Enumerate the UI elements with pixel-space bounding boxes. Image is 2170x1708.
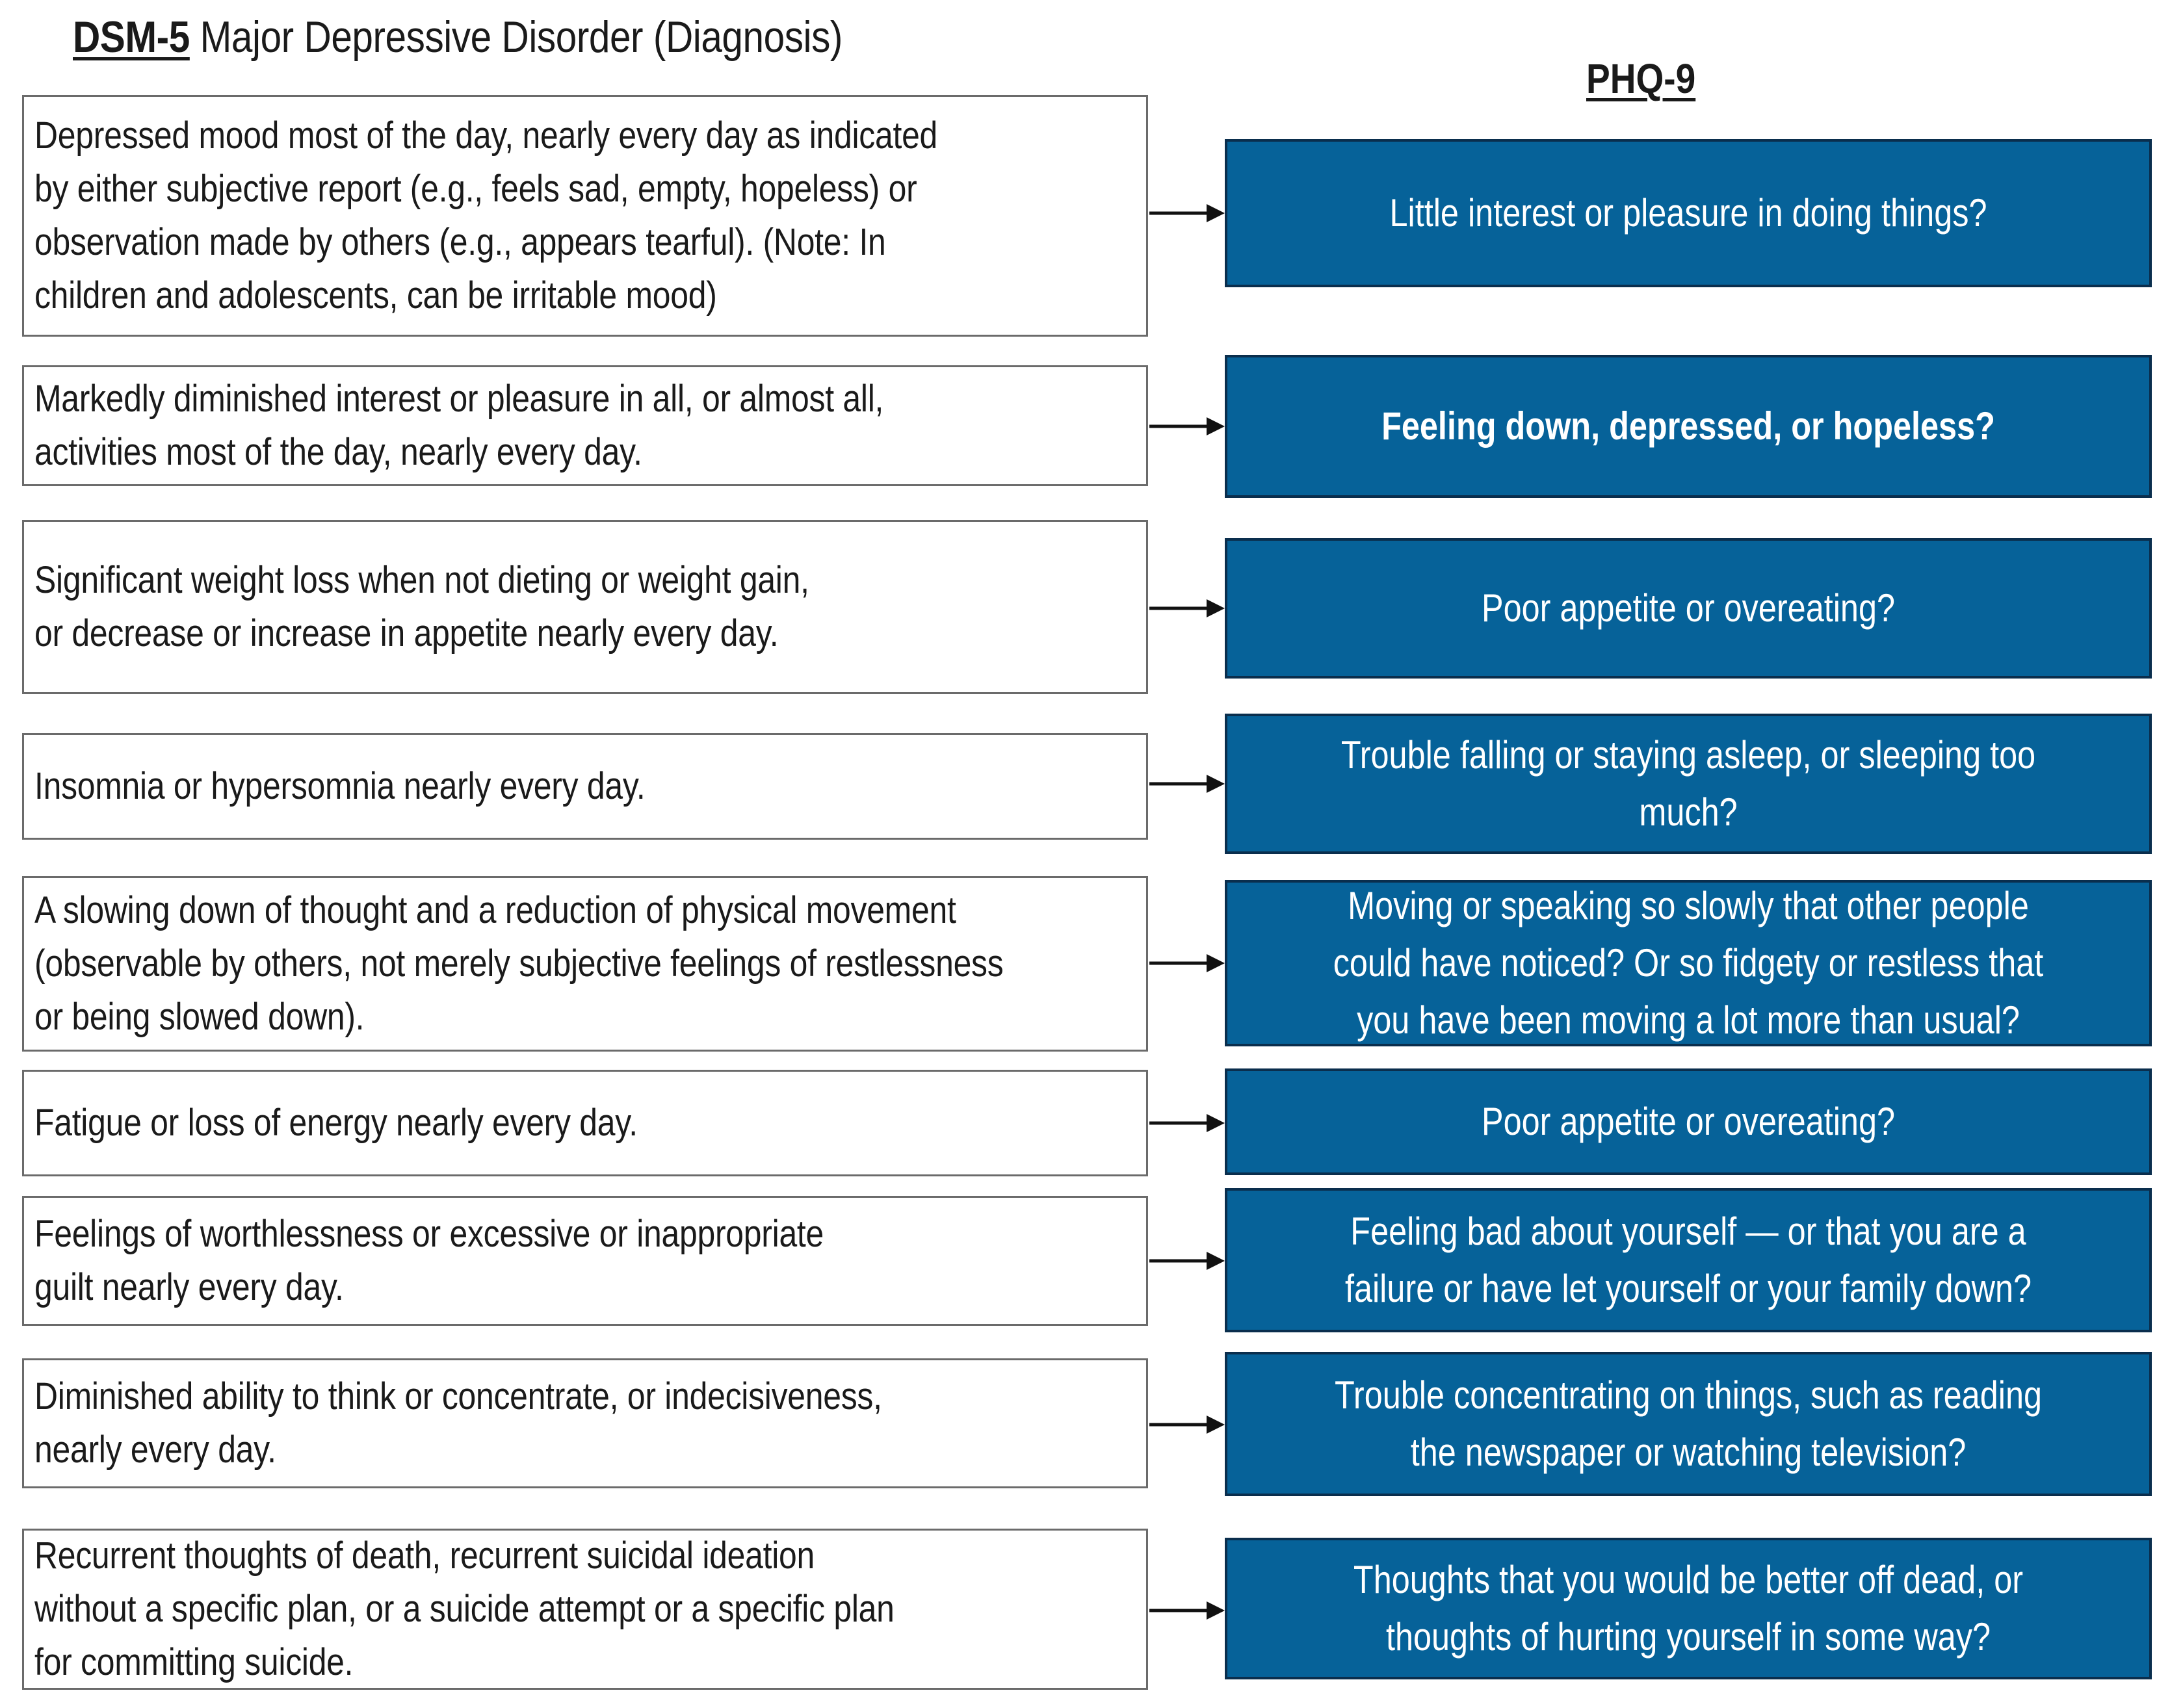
dsm-criterion-depressed-mood [22,95,1148,337]
dsm-criterion-weight-change [22,520,1148,694]
phq-item-text: Poor appetite or overeating? [1481,586,1896,630]
dsm-criterion-text: Significant weight loss when not dieting or weight gain, or decrease or increase in appetite nearly every day. [34,559,809,654]
phq-item-text: Thoughts that you would be better off dead, or thoughts of hurting yourself in some way? [1353,1558,2024,1659]
phq-item-text: Trouble falling or staying asleep, or sleeping too much? [1340,733,2036,834]
diagnosis-label: Major Depressive Disorder (Diagnosis) [189,12,843,62]
arrow-icon [1149,413,1225,439]
phq-item-text: Little interest or pleasure in doing things? [1389,191,1987,235]
phq-item-text: Feeling down, depressed, or hopeless? [1381,404,1995,448]
arrow-icon [1149,1598,1225,1624]
dsm-criterion-text: Insomnia or hypersomnia nearly every day. [34,765,646,807]
dsm-criterion-insomnia [22,733,1148,840]
dsm-criterion-psychomotor [22,876,1148,1052]
dsm-criterion-concentration [22,1358,1148,1488]
dsm-criterion-fatigue [22,1070,1148,1176]
phq-item-text: Poor appetite or overeating? [1481,1100,1896,1143]
arrow-icon [1149,771,1225,797]
dsm-criterion-suicidal-thoughts [22,1529,1148,1690]
phq-item-text: Feeling bad about yourself — or that you are a failure or have let yourself or your family down? [1344,1210,2032,1310]
phq-item-concentrating [1225,1352,2152,1496]
phq-item-appetite [1225,538,2152,679]
dsm-criterion-text: Recurrent thoughts of death, recurrent suicidal ideation without a specific plan, or a suicide attempt or a specific plan for committing suicide. [34,1534,895,1683]
phq-item-appetite-repeat [1225,1068,2152,1175]
phq-item-little-interest [1225,139,2152,287]
dsm-criterion-text: A slowing down of thought and a reduction of physical movement (observable by others, not merely subjective feelings of restlessness or being slowed down). [34,889,1004,1038]
phq-item-text: Trouble concentrating on things, such as reading the newspaper or watching television? [1334,1373,2043,1474]
dsm-criterion-worthlessness [22,1196,1148,1326]
phq9-title: PHQ-9 [1586,55,1696,102]
dsm-criterion-text: Fatigue or loss of energy nearly every day. [34,1102,638,1144]
dsm-criterion-text: Diminished ability to think or concentrate, or indecisiveness, nearly every day. [34,1375,882,1471]
phq-item-moving-speaking [1225,880,2152,1046]
arrow-icon [1149,1110,1225,1136]
diagram-title [73,12,843,62]
dsm-criterion-text: Markedly diminished interest or pleasure in all, or almost all, activities most of the day, nearly every day. [34,378,884,473]
arrow-icon [1149,1412,1225,1438]
phq-item-feeling-down [1225,355,2152,498]
dsm-criterion-text: Feelings of worthlessness or excessive or inappropriate guilt nearly every day. [34,1213,824,1308]
arrow-icon [1149,200,1225,226]
phq-item-better-off-dead [1225,1538,2152,1679]
phq-item-text: Moving or speaking so slowly that other people could have noticed? Or so fidgety or restless that you have been moving a lot more than usual? [1333,884,2044,1042]
dsm-criterion-text: Depressed mood most of the day, nearly every day as indicated by either subjective report (e.g., feels sad, empty, hopeless) or observation made by others (e.g., appears tearful). (Note: In children and adolescents, can be irritable mood) [34,114,938,317]
dsm5-label: DSM-5 [73,12,190,62]
arrow-icon [1149,1248,1225,1274]
phq-item-sleep [1225,714,2152,854]
dsm-criterion-diminished-interest [22,365,1148,486]
arrow-icon [1149,595,1225,621]
phq-item-feeling-bad [1225,1188,2152,1332]
arrow-icon [1149,950,1225,976]
